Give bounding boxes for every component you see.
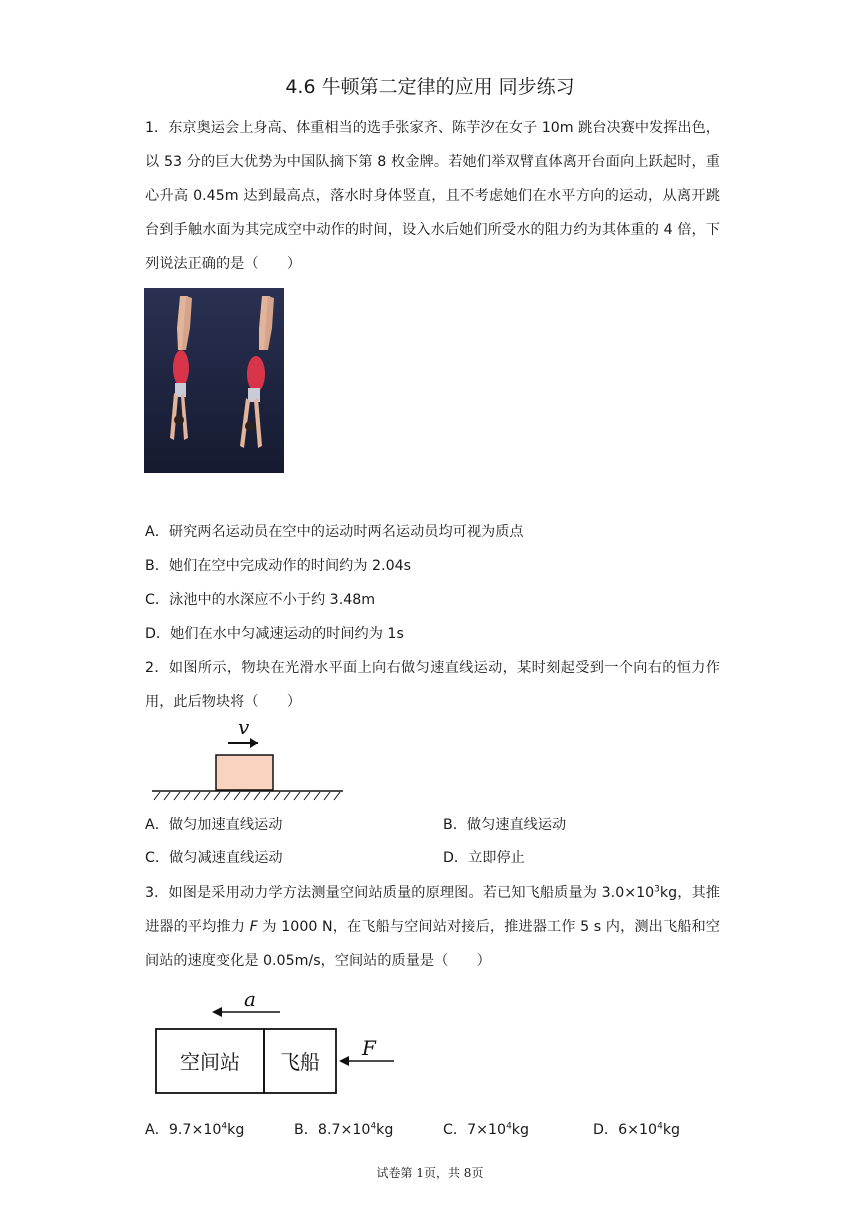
- q2-stem: 2．如图所示，物块在光滑水平面上向右做匀速直线运动，某时刻起受到一个向右的恒力作用，此后物块将（ ）: [145, 660, 720, 710]
- q1-option-c: C．泳池中的水深应不小于约 3.48m: [145, 592, 376, 608]
- page-footer: 试卷第 1页，共 8页: [376, 1166, 484, 1180]
- q3-option-d: D．$6\times 10^4kg$: [593, 1121, 681, 1138]
- q2-option-b: B．做匀速直线运动: [443, 817, 567, 833]
- q1-option-d: D．她们在水中匀减速运动的时间约为 1s: [145, 626, 404, 642]
- q3-option-c: C．$7\times 10^4kg$: [443, 1121, 530, 1138]
- page-title: 4.6 牛顿第二定律的应用 同步练习: [285, 76, 575, 98]
- q2-option-d: D．立即停止: [443, 850, 525, 866]
- acceleration-label: a: [244, 988, 256, 1011]
- q3-option-a: A．$9.7\times 10^4kg$: [145, 1121, 245, 1138]
- q1-option-a: A．研究两名运动员在空中的运动时两名运动员均可视为质点: [145, 524, 524, 540]
- ship-label: 飞船: [280, 1050, 320, 1074]
- q2-option-a: A．做匀加速直线运动: [145, 817, 283, 833]
- block: [216, 755, 273, 790]
- q3-option-b: B．$8.7\times 10^4kg$: [294, 1121, 394, 1138]
- ground-hatching: [154, 792, 340, 800]
- divers-photo: [144, 288, 284, 473]
- q3-stem: 3．如图是采用动力学方法测量空间站质量的原理图。若已知飞船质量为 $3.0\times 10^3kg$，其推进器的平均推力 F 为 1000 N，在飞船与空间站对接后，推进器工作 5 s 内，测出飞船和空间站的速度变化是 0.05m/s，空间站的质量是（ ）: [145, 884, 720, 969]
- force-label: F: [362, 1036, 376, 1060]
- station-label: 空间站: [180, 1050, 240, 1074]
- station-ship-figure: [150, 988, 400, 1098]
- q1-option-b: B．她们在空中完成动作的时间约为 2.04s: [145, 558, 412, 574]
- velocity-label: v: [238, 716, 250, 739]
- block-on-surface-figure: [150, 716, 350, 806]
- q1-stem: 1．东京奥运会上身高、体重相当的选手张家齐、陈芋汐在女子 10m 跳台决赛中发挥出色，以 53 分的巨大优势为中国队摘下第 8 枚金牌。若她们举双臂直体离开台面向上跃起时，重心升高 0.45m 达到最高点，落水时身体竖直，且不考虑她们在水平方向的运动，从离开跳台到手触水面为其完成空中动作的时间，设入水后她们所受水的阻力约为其体重的 4 倍，下列说法正确的是（ ）: [145, 120, 720, 272]
- q2-option-c: C．做匀减速直线运动: [145, 850, 283, 866]
